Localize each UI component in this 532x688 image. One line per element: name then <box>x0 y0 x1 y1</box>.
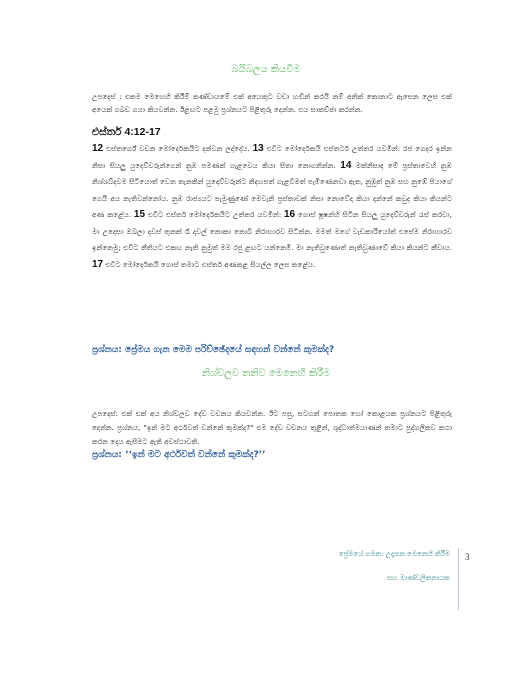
verse-number: 14 <box>340 159 352 171</box>
verse-number: 13 <box>252 143 264 154</box>
verse-text: එස්තර්ගේ වචන මෝර්දෙකයිට දන්වන ලද්දේය. <box>106 144 250 153</box>
verse-number: 12 <box>92 143 104 154</box>
verse-number: 16 <box>284 209 296 220</box>
meditation-instructions: උපදෙස්: එක් එක් අය නිශ්චලව දේව වචනය කියවන්න. ඊට පසු, සටහන් පොතක හෝ කොළයක ප්‍රශ්නයට පිළිතුරු දෙන්න. ප්‍රශ්නය, "ඉන් මට අර්ථවත් වන්නේ කුමක්ද?" එම දේව වචනය තුළින්, ශුද්ධාත්මයාණන් තමාට පුද්ගලිකව කථා කරන දෙය ඇසීමට ඇති අවස්ථාවකි. <box>92 409 452 446</box>
intro-instructions: උපදෙස් : එකම මෙහෙහි කිරීම් කණ්ඩායමේ එක් අයෙකුට වඩා හඬින් කරයි නම් අනික් කොනාට ඇසෙන ලෙස එක් අයෙක් ගබඩ ගයා කියවන්න. ඊළඟට පළමු ප්‍රශ්නයට පිළිතුරු දෙන්න. එය සාකච්ඡා කරන්න. <box>92 92 452 114</box>
section-title-silent-meditation: නිශ්චලව තනිව මෙනෙහි කිරීම <box>201 368 331 379</box>
verse-text: මක්නිසාද මේ ප්‍රස්තාවෙහි නුඹ නිශ්ශබ්දවම සිටියොත් වෙන තැනකින් යුදෙව්වරුන්ට නිදහසත් ගැළවීමත් පැමිණෙනවා ඇත, නුඹුත් නුඹ සහ නුඹේ පියාගේ ගෙයි අය නැතිවන්නෝය. නුඹ රාජ්‍යයට පැමුණුණේ මෙවැනි ප්‍රස්තාවක් නිසා නොවේද කියා දන්නේ කවුද කියා කියන්ට අණ කළේය. <box>92 160 452 219</box>
verse-number: 15 <box>133 209 146 220</box>
scripture-passage <box>92 141 452 273</box>
verse-number: 17 <box>92 258 104 270</box>
verse-text: ගොස් ෂූෂන්හි සිටින සියලු යුදෙව්වරුන් රැස් කරවා, මා උදෙසා ඔබලා දවස් තුනක් රෑ දවල් නොකා නොබී නිරාහාරව සිටින්න. මමත් මගේ වැඩකාරියෝත් එසේම නිරාහාරව ඉන්නෙමු; එවිට නීතියට එකඟ නැති නුමුත් මම රජු ළඟට යන්නෙමි. මා නැතිවුණොත් නැතිවුණාවේ කියා කියන්ට කීවාය. <box>92 210 452 252</box>
verse-text: එවිට මෝර්දෙකයි ගොස් තමාට එස්තර් අණකළ සියල්ල ලෙස කළේය. <box>105 259 316 269</box>
question-meaning: ප්‍රශ්නය: ‘‘ඉන් මට අර්ථවත් වන්නේ කුමක්ද?’’ <box>92 450 266 460</box>
question-love: ප්‍රශ්නය: ප්‍රේමය ගැන මෙම පරිච්ඡේදයේ සඳහන් වන්නේ කුමක්ද? <box>92 345 335 355</box>
footer-title: ප්‍රේමයේ ගමන: උදෑසන මෙනෙහි කිරීම <box>338 550 450 558</box>
section-title-bible-reading: බයිබලය කියවීම <box>231 64 301 75</box>
scripture-reference: එස්තර් 4:12-17 <box>92 126 161 138</box>
page-number: 3 <box>465 552 470 562</box>
verse-text: එවිට එස්තර් මෝර්දෙකයිට උත්තර යවමින්: <box>147 210 282 219</box>
verse-text: එවිට මෝර්දෙකයි එස්තර්ට උත්තර යවමින්: රජ ගෙදර ඉන්න නිසා සියලු යුදෙව්වරුන්ගෙන් නුඹ පමණක් ගැළවෙය කියා සිතා නොගනින්න. <box>92 144 452 170</box>
footer-subtitle: සහ මාණ්ඩලිකනායක <box>387 574 450 582</box>
footer-divider <box>458 548 459 610</box>
